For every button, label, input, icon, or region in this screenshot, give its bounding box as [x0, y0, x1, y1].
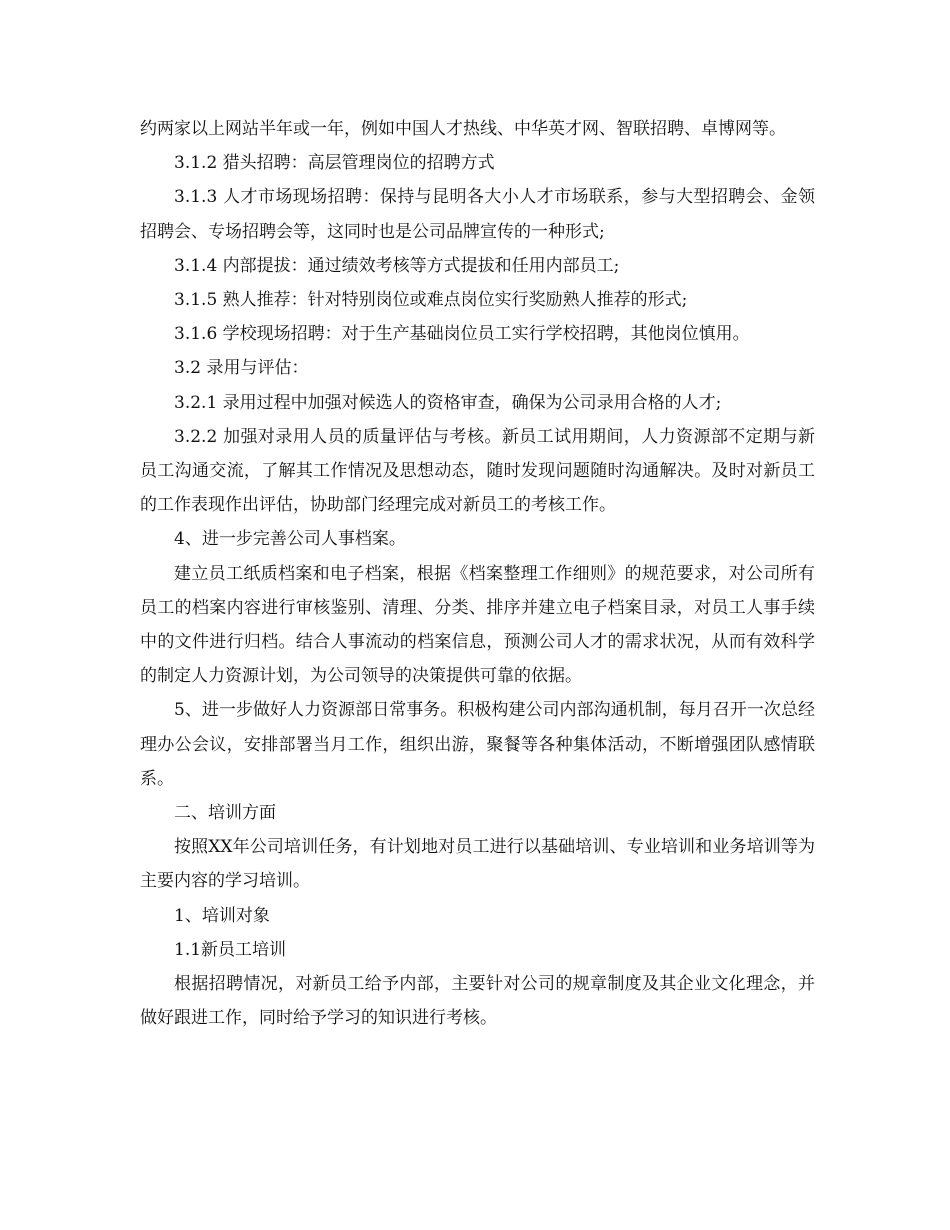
heading-training-targets: 1、培训对象	[174, 905, 270, 926]
heading-training: 二、培训方面	[174, 803, 276, 824]
paragraph-3-1-4-internal-promotion: 3.1.4 内部提拔：通过绩效考核等方式提拔和任用内部员工;	[174, 255, 620, 276]
paragraph-new-employee-training: 根据招聘情况，对新员工给予内部，主要针对公司的规章制度及其企业文化理念，并做好跟进工作，同时给予学习的知识进行考核。	[140, 974, 815, 1029]
paragraph-training-plan: 按照XX年公司培训任务，有计划地对员工进行以基础培训、专业培训和业务培训等为主要内容的学习培训。	[140, 837, 815, 892]
heading-new-employee-training: 1.1新员工培训	[174, 939, 287, 960]
paragraph-continuation: 约两家以上网站半年或一年，例如中国人才热线、中华英才网、智联招聘、卓博网等。	[140, 119, 786, 139]
paragraph-3-1-6-campus-recruiting: 3.1.6 学校现场招聘：对于生产基础岗位员工实行学校招聘，其他岗位慎用。	[174, 324, 750, 345]
paragraph-personnel-files: 建立员工纸质档案和电子档案，根据《档案整理工作细则》的规范要求，对公司所有员工的档案内容进行审核鉴别、清理、分类、排序并建立电子档案目录，对员工人事手续中的文件进行归档。结合人事流动的档案信息，预测公司人才的需求状况，从而有效科学的制定人力资源计划，为公司领导的决策提供可靠的依据。	[140, 563, 815, 687]
heading-4-personnel-files: 4、进一步完善公司人事档案。	[174, 529, 406, 550]
paragraph-5-daily-affairs: 5、进一步做好人力资源部日常事务。积极构建公司内部沟通机制，每月召开一次总经理办公会议，安排部署当月工作，组织出游，聚餐等各种集体活动，不断增强团队感情联系。	[140, 700, 815, 789]
document-body	[140, 112, 815, 1035]
paragraph-3-1-3-talent-market: 3.1.3 人才市场现场招聘：保持与昆明各大小人才市场联系，参与大型招聘会、金领招聘会、专场招聘会等，这同时也是公司品牌宣传的一种形式;	[140, 187, 815, 242]
paragraph-3-2-1-qualification-review: 3.2.1 录用过程中加强对候选人的资格审查，确保为公司录用合格的人才;	[174, 392, 722, 413]
paragraph-3-2-2-quality-evaluation: 3.2.2 加强对录用人员的质量评估与考核。新员工试用期间，人力资源部不定期与新员工沟通交流，了解其工作情况及思想动态，随时发现问题随时沟通解决。及时对新员工的工作表现作出评估，协助部门经理完成对新员工的考核工作。	[140, 426, 815, 516]
heading-3-2-hiring-evaluation: 3.2 录用与评估：	[174, 358, 309, 379]
paragraph-3-1-5-referral: 3.1.5 熟人推荐：针对特别岗位或难点岗位实行奖励熟人推荐的形式;	[174, 290, 688, 311]
paragraph-3-1-2-headhunting: 3.1.2 猎头招聘：高层管理岗位的招聘方式	[174, 153, 495, 174]
